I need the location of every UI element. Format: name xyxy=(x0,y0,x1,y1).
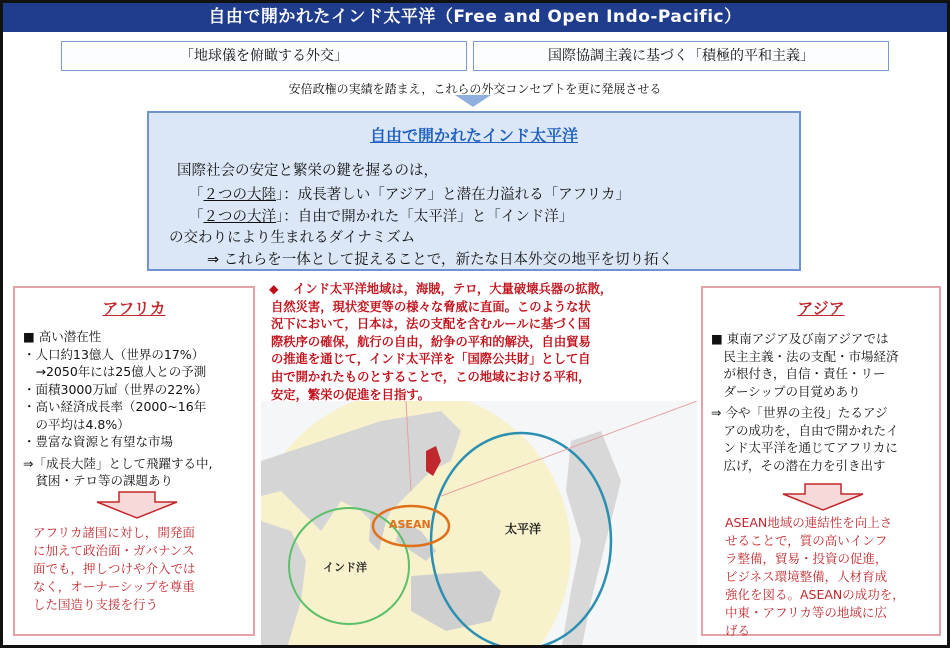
indian-ocean-label: インド洋 xyxy=(323,561,367,574)
concept-left: 「地球儀を俯瞰する外交」 xyxy=(61,41,467,71)
slide-title: 自由で開かれたインド太平洋（Free and Open Indo-Pacific） xyxy=(3,3,947,32)
center-statement: ◆ インド太平洋地域は，海賊，テロ，大量破壊兵器の拡散， 自然災害，現状変更等の様々な脅威に直面。このような状 況下において，日本は，法の支配を含むルールに基づく国 際秩序の確保，航行の自由，紛争の平和的解決，自由貿易 の推進を通じて，インド太平洋を「国際公共財」として自 由で開かれたものとすることで，この地域における平和， 安定，繁栄の促進を目指す。 xyxy=(269,282,613,402)
down-arrow-icon xyxy=(455,95,491,107)
africa-title: アフリカ xyxy=(102,299,166,318)
asean-label: ASEAN xyxy=(389,518,431,531)
africa-text: ■ 高い潜在性 ・人口約13億人（世界の17%） →2050年には25億人との予測 ・面積3000万㎢（世界の22%） ・高い経済成長率（2000~16年 の平均は4.8%） ・豊富な資源と有望な市場 ⇒「成長大陸」として飛躍する中, 貧困・テロ等の課題あり xyxy=(23,329,213,488)
fip-line-4: の交わりにより生まれるダイナミズム xyxy=(169,230,416,246)
concept-right: 国際協調主義に基づく「積極的平和主義」 xyxy=(473,41,889,71)
indo-pacific-map xyxy=(261,401,697,648)
pacific-label: 太平洋 xyxy=(505,522,542,536)
asia-arrow-icon xyxy=(781,483,865,511)
asia-title: アジア xyxy=(797,299,845,318)
africa-box xyxy=(13,286,255,636)
diamond-bullet-icon: ◆ xyxy=(269,282,279,296)
fip-title: 自由で開かれたインド太平洋 xyxy=(369,126,578,145)
fip-box xyxy=(147,111,801,271)
fip-line-1: 国際社会の安定と繁栄の鍵を握るのは， xyxy=(177,163,438,179)
africa-policy: アフリカ諸国に対し，開発面 に加えて政治面・ガバナンス 面でも，押しつけや介入では なく，オーナーシップを尊重 した国造り支援を行う xyxy=(33,525,196,612)
two-oceans: ２つの大洋 xyxy=(203,209,276,225)
asia-text: ■ 東南アジア及び南アジアでは 民主主義・法の支配・市場経済 が根付き，自信・責任・リー ダーシップの目覚めあり ⇒ 今や「世界の主役」たるアジ アの成功を，自由で開かれたイ ンド太平洋を通じてアフリカに 広げ，その潜在力を引き出す xyxy=(711,331,899,473)
fip-line-5: ⇒ これらを一体として捉えることで，新たな日本外交の地平を切り拓く xyxy=(207,252,673,268)
two-continents: ２つの大陸 xyxy=(203,187,276,203)
fip-line-2: 「２つの大陸」：成長著しい「アジア」と潜在力溢れる「アフリカ」 xyxy=(189,187,630,203)
africa-arrow-icon xyxy=(95,491,179,519)
fip-line-3: 「２つの大洋」：自由で開かれた「太平洋」と「インド洋」 xyxy=(189,209,574,225)
asia-policy: ASEAN地域の連結性を向上さ せることで，質の高いインフ ラ整備，貿易・投資の促進， ビジネス環境整備，人材育成 強化を図る。ASEANの成功を， 中東・アフリカ等の地域に広 げる xyxy=(725,515,905,638)
asia-box xyxy=(701,286,941,636)
bridge-text: 安倍政権の実績を踏まえ，これらの外交コンセプトを更に発展させる xyxy=(288,82,662,96)
